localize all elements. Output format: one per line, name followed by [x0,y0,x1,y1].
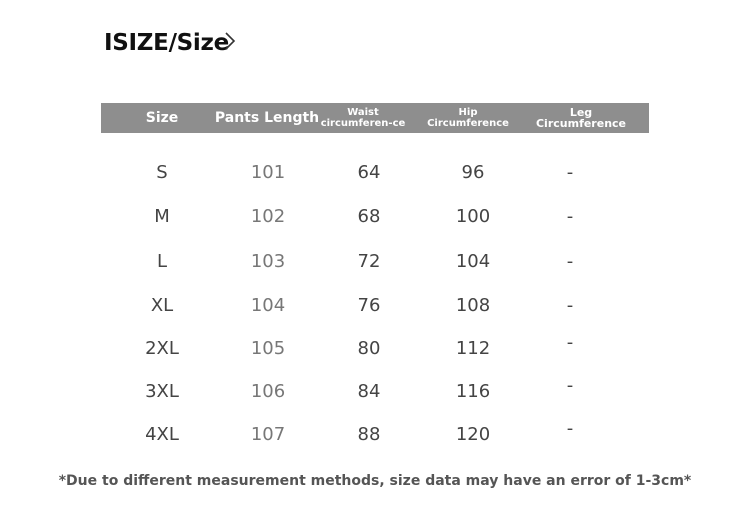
hip-cell: 112 [455,337,491,359]
table-row [101,290,649,320]
length-cell: 104 [250,294,286,316]
leg-cell: - [566,205,574,227]
leg-cell: - [566,331,574,353]
hip-cell: 100 [455,205,491,227]
hip-cell: 96 [461,161,485,183]
header-pants-length: Pants Length [214,110,320,126]
waist-cell: 76 [357,294,381,316]
page-title: ISIZE/Size [104,30,229,56]
header-hip: Hip Circumference [427,107,509,129]
waist-cell: 72 [357,250,381,272]
hip-cell: 116 [455,380,491,402]
length-cell: 101 [250,161,286,183]
leg-cell: - [566,250,574,272]
header-size: Size [145,110,179,126]
waist-cell: 84 [357,380,381,402]
leg-cell: - [566,161,574,183]
waist-cell: 64 [357,161,381,183]
length-cell: 105 [250,337,286,359]
length-cell: 103 [250,250,286,272]
table-row [101,419,649,449]
size-cell: 2XL [145,337,179,359]
size-cell: M [154,205,170,227]
chevron-right-icon [222,30,238,52]
leg-cell: - [566,417,574,439]
size-cell: 4XL [145,423,179,445]
table-row [101,376,649,406]
hip-cell: 120 [455,423,491,445]
waist-cell: 80 [357,337,381,359]
table-row [101,246,649,276]
table-header [101,103,649,133]
table-row [101,157,649,187]
hip-cell: 108 [455,294,491,316]
waist-cell: 68 [357,205,381,227]
length-cell: 102 [250,205,286,227]
waist-cell: 88 [357,423,381,445]
size-cell: 3XL [145,380,179,402]
table-row [101,333,649,363]
leg-cell: - [566,374,574,396]
hip-cell: 104 [455,250,491,272]
table-row [101,201,649,231]
header-waist: Waist circumferen-ce [320,107,406,129]
size-cell: XL [150,294,174,316]
length-cell: 106 [250,380,286,402]
measurement-note: *Due to different measurement methods, size data may have an error of 1-3cm* [58,473,692,489]
size-cell: S [156,161,168,183]
length-cell: 107 [250,423,286,445]
size-cell: L [156,250,168,272]
header-leg: Leg Circumference [535,106,627,130]
leg-cell: - [566,294,574,316]
